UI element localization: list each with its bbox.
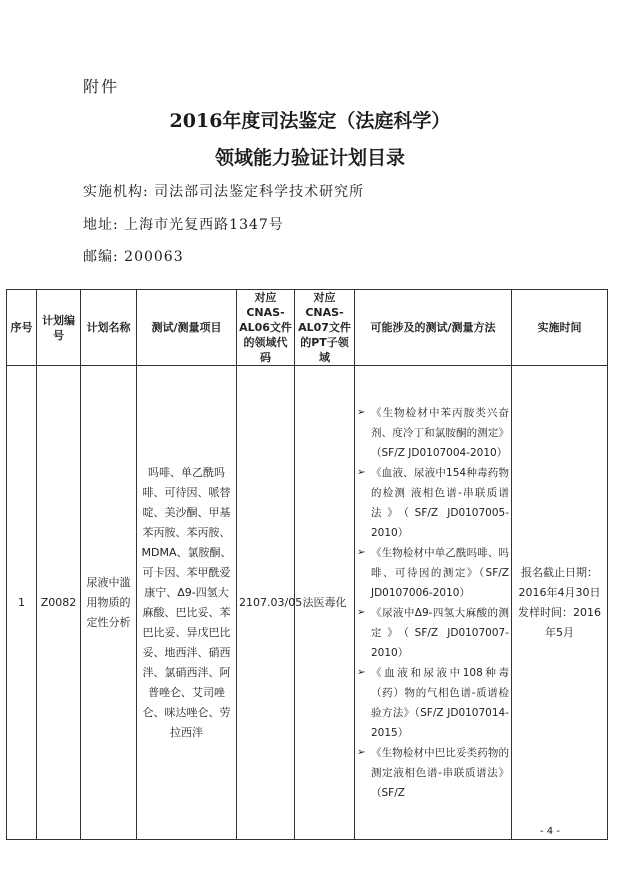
method-text: 《生物检材中单乙酰吗啡、吗啡、可待因的测定》（SF/Z JD0107006-2010）	[371, 546, 509, 599]
cell-methods	[355, 366, 512, 840]
cell-plan-no: Z0082	[37, 366, 81, 840]
cell-time	[512, 366, 608, 840]
method-item	[357, 603, 509, 663]
method-item	[357, 403, 509, 463]
header-domain-code: 对应CNAS-AL06文件的领域代码	[237, 290, 295, 366]
method-item	[357, 663, 509, 743]
annex-label: 附件	[83, 77, 120, 96]
methods-list	[357, 403, 509, 803]
method-text: 《生物检材中巴比妥类药物的测定液相色谱-串联质谱法》（SF/Z	[371, 746, 509, 799]
header-seq: 序号	[7, 290, 37, 366]
arrow-bullet-icon: ➢	[357, 666, 366, 678]
arrow-bullet-icon: ➢	[357, 546, 366, 558]
table-row	[7, 366, 608, 840]
method-text: 《血液和尿液中108种毒（药）物的气相色谱-质谱检验方法》（SF/Z JD0107014-2015）	[371, 666, 509, 739]
arrow-bullet-icon: ➢	[357, 606, 366, 618]
header-plan-no: 计划编号	[37, 290, 81, 366]
method-text: 《尿液中Δ9-四氢大麻酸的测定》（SF/Z JD0107007-2010）	[371, 606, 509, 659]
cell-plan-name: 尿液中滥用物质的定性分析	[81, 366, 137, 840]
arrow-bullet-icon: ➢	[357, 466, 366, 478]
organization-line: 实施机构: 司法部司法鉴定科学技术研究所	[83, 184, 365, 200]
header-pt-domain: 对应CNAS-AL07文件的PT子领域	[295, 290, 355, 366]
table-header-row	[7, 290, 608, 366]
plan-table	[6, 289, 608, 840]
document-title: 2016年度司法鉴定（法庭科学）	[169, 110, 451, 132]
method-item	[357, 743, 509, 803]
arrow-bullet-icon: ➢	[357, 406, 366, 418]
address-line: 地址: 上海市光复西路1347号	[83, 217, 284, 233]
header-methods: 可能涉及的测试/测量方法	[355, 290, 512, 366]
cell-pt-domain: 法医毒化	[295, 366, 355, 840]
method-text: 《血液、尿液中154种毒药物的检测 液相色谱-串联质谱法》（SF/Z JD0107005-2010）	[371, 466, 509, 539]
header-items: 测试/测量项目	[137, 290, 237, 366]
shipping-time: 发样时间：2016年5月	[518, 605, 601, 639]
header-time: 实施时间	[512, 290, 608, 366]
cell-items: 吗啡、单乙酰吗啡、可待因、哌替啶、美沙酮、甲基苯丙胺、苯丙胺、MDMA、氯胺酮、可卡因、苯甲酰爱康宁、Δ9-四氢大麻酸、巴比妥、苯巴比妥、异戊巴比妥、地西泮、硝西泮、氯硝西泮、阿普唑仑、艾司唑仑、咪达唑仑、劳拉西泮	[137, 366, 237, 840]
cell-seq: 1	[7, 366, 37, 840]
document-subtitle: 领域能力验证计划目录	[214, 147, 405, 169]
method-item	[357, 463, 509, 543]
header-plan-name: 计划名称	[81, 290, 137, 366]
page-number: - 4 -	[540, 826, 560, 837]
arrow-bullet-icon: ➢	[357, 746, 366, 758]
registration-deadline: 报名截止日期：2016年4月30日	[518, 565, 601, 599]
postcode-line: 邮编: 200063	[83, 249, 184, 265]
cell-domain-code: 2107.03/05	[237, 366, 295, 840]
method-item	[357, 543, 509, 603]
method-text: 《生物检材中苯丙胺类兴奋剂、度冷丁和氯胺酮的测定》（SF/Z JD0107004-2010）	[371, 406, 509, 459]
